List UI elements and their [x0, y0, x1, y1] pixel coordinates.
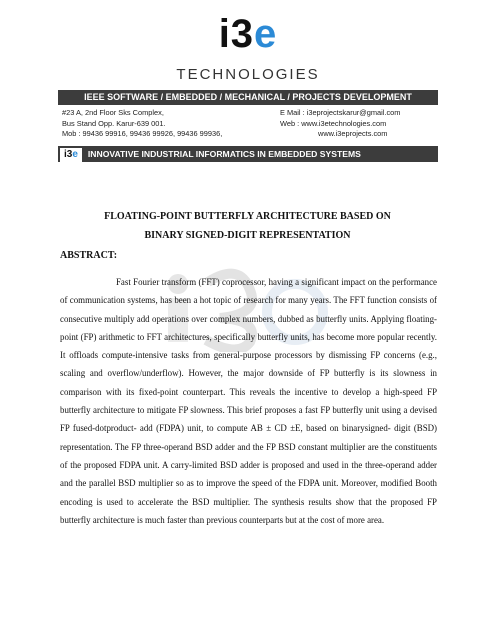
- address-column: [62, 108, 272, 140]
- web-line-secondary: www.i3eprojects.com: [318, 129, 388, 138]
- letterhead: [58, 14, 438, 162]
- title-line: BINARY SIGNED-DIGIT REPRESENTATION: [144, 230, 351, 241]
- tagline-text: INNOVATIVE INDUSTRIAL INFORMATICS IN EMBEDDED SYSTEMS: [87, 149, 361, 159]
- mini-logo: i3e: [60, 148, 82, 162]
- services-banner: IEEE SOFTWARE / EMBEDDED / MECHANICAL / PROJECTS DEVELOPMENT: [58, 90, 438, 105]
- company-logo: [58, 14, 438, 66]
- abstract-heading: ABSTRACT:: [60, 250, 118, 261]
- logo-subtitle: TECHNOLOGIES: [176, 66, 320, 83]
- logo-mark: i3e: [218, 12, 278, 56]
- contact-block: [62, 108, 438, 142]
- paper-title: [0, 207, 495, 245]
- abstract-body: Fast Fourier transform (FFT) coprocessor, having a significant impact on the performance of communication systems, has been a hot topic of research for many years. The FFT function consists of consecutive multiply add operations over complex numbers, dubbed as butterfly units. Applying floating-point (FP) arithmetic to FFT architectures, specifically butterfly units, has become more popular recently. It offloads compute-intensive tasks from general-purpose processors by dismissing FP concerns (e.g., scaling and overflow/underflow). However, the major downside of FP butterfly is its slowness in comparison with its fixed-point counterpart. This reveals the incentive to develop a high-speed FP butterfly architecture to mitigate FP slowness. This brief proposes a fast FP butterfly unit using a devised FP fused-dotproduct- add (FDPA) unit, to compute AB ± CD ±E, based on binarysigned- digit (BSD) representation. The FP three-operand BSD adder and the FP BSD constant multiplier are the constituents of the proposed FDPA unit. A carry-limited BSD adder is proposed and used in the three-operand adder and the parallel BSD multiplier so as to improve the speed of the FDPA unit. Moreover, modified Booth encoding is used to accelerate the BSD multiplier. The synthesis results show that the proposed FP butterfly architecture is much faster than previous counterparts but at the cost of more area.: [60, 277, 437, 525]
- address-line: Bus Stand Opp. Karur-639 001.: [62, 118, 166, 128]
- web-column: [280, 108, 440, 140]
- phone-line: Mob : 99436 99916, 99436 99926, 99436 99936,: [62, 129, 223, 138]
- tagline-banner: [58, 146, 438, 162]
- title-line: FLOATING-POINT BUTTERFLY ARCHITECTURE BASED ON: [104, 211, 391, 222]
- email-line: E Mail : i3eprojectskarur@gmail.com: [280, 108, 401, 117]
- address-line: #23 A, 2nd Floor Sks Complex,: [62, 108, 164, 117]
- web-line: Web : www.i3etechnologies.com: [280, 118, 387, 128]
